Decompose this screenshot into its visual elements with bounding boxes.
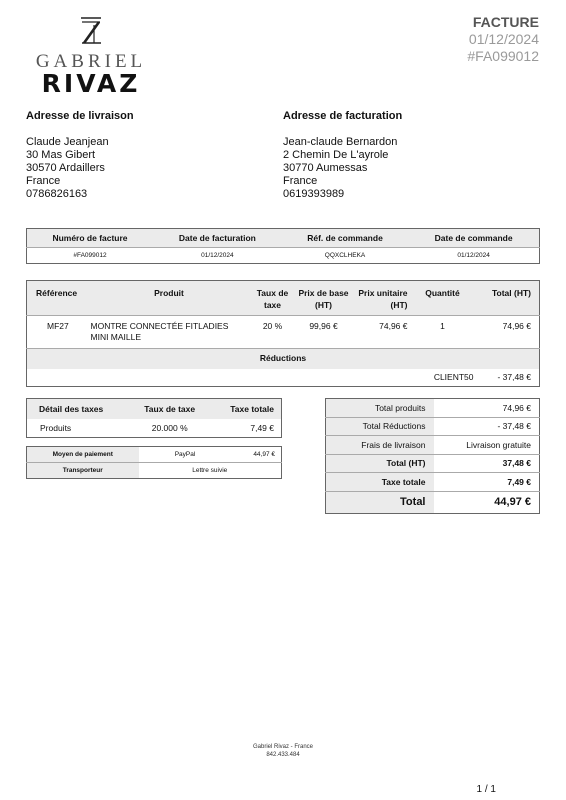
total-value: Livraison gratuite — [434, 436, 540, 455]
table-row — [326, 491, 540, 513]
billing-line: Jean-claude Bernardon — [283, 136, 398, 148]
shipping-line: 30570 Ardaillers — [26, 162, 105, 174]
total-value: 7,49 € — [434, 473, 540, 492]
payment-amount: 44,97 € — [253, 451, 275, 458]
table-row — [27, 248, 540, 264]
product-total: 74,96 € — [474, 316, 540, 349]
total-label: Taxe totale — [326, 473, 434, 492]
col-header-reference: Référence — [27, 281, 87, 316]
info-value: 01/12/2024 — [153, 248, 282, 264]
reduction-code: CLIENT50 — [433, 371, 474, 382]
tax-detail-table — [26, 398, 282, 438]
product-unit-price: 74,96 € — [354, 316, 412, 349]
info-value: #FA099012 — [27, 248, 153, 264]
page-number: 1 / 1 — [476, 784, 496, 795]
product-ref: MF27 — [27, 316, 87, 349]
tax-header-total: Taxe totale — [210, 399, 282, 419]
invoice-date: 01/12/2024 — [468, 31, 539, 47]
table-row — [326, 473, 540, 492]
billing-line: 2 Chemin De L'ayrole — [283, 149, 389, 161]
total-value: - 37,48 € — [434, 417, 540, 436]
product-quantity: 1 — [412, 316, 474, 349]
billing-line: France — [283, 175, 318, 187]
col-header-total: Total (HT) — [474, 281, 540, 316]
totals-table — [325, 398, 540, 514]
company-logo — [26, 16, 156, 96]
invoice-number: #FA099012 — [467, 48, 539, 64]
footer-company: Gabriel Rivaz - France — [252, 744, 314, 750]
products-table — [26, 280, 540, 387]
shipping-line: Claude Jeanjean — [26, 136, 109, 148]
total-label: Total (HT) — [326, 454, 434, 473]
info-header: Numéro de facture — [27, 229, 153, 248]
col-header-product: Produit — [87, 281, 252, 316]
shipping-heading: Adresse de livraison — [26, 110, 134, 122]
reduction-amount: - 37,48 € — [497, 371, 531, 382]
info-value: 01/12/2024 — [408, 248, 539, 264]
info-header: Date de commande — [408, 229, 539, 248]
product-base-price: 99,96 € — [294, 316, 354, 349]
tax-header-rate: Taux de taxe — [130, 399, 210, 419]
table-row — [27, 369, 540, 387]
tax-label: Produits — [40, 422, 72, 433]
table-row — [27, 316, 540, 349]
invoice-header — [467, 14, 539, 65]
table-row — [326, 417, 540, 436]
tax-amount: 7,49 € — [250, 422, 274, 433]
reductions-heading: Réductions — [27, 349, 540, 369]
page-footer — [0, 743, 566, 759]
table-row — [27, 447, 282, 463]
total-label: Total produits — [326, 399, 434, 418]
col-header-quantity: Quantité — [412, 281, 474, 316]
brand-name-line2: RIVAZ — [41, 69, 141, 98]
col-header-base-price: Prix de base (HT) — [294, 281, 354, 316]
payment-table — [26, 446, 282, 479]
shipping-line: France — [26, 175, 61, 187]
billing-line: 30770 Aumessas — [283, 162, 368, 174]
billing-heading: Adresse de facturation — [283, 110, 403, 122]
invoice-title: FACTURE — [472, 14, 539, 30]
payment-method-label: Moyen de paiement — [27, 447, 139, 463]
grand-total-label: Total — [326, 491, 434, 513]
payment-method: PayPal — [174, 451, 196, 458]
tax-rate: 20.000 % — [151, 422, 188, 433]
table-row — [326, 436, 540, 455]
brand-name-line1: GABRIEL — [35, 51, 147, 72]
billing-address — [283, 110, 402, 201]
total-value: 74,96 € — [502, 402, 531, 413]
table-row — [27, 419, 282, 438]
shipping-line: 30 Mas Gibert — [26, 149, 96, 161]
logo-monogram-icon — [79, 16, 103, 46]
total-label: Frais de livraison — [326, 436, 434, 455]
product-name: MONTRE CONNECTÉE FITLADIES MINI MAILLE — [87, 316, 252, 349]
shipping-line: 0786826163 — [26, 188, 88, 200]
table-row — [326, 399, 540, 418]
invoice-info-table — [26, 228, 540, 264]
col-header-tax-rate: Taux de taxe — [252, 281, 294, 316]
info-header: Réf. de commande — [282, 229, 408, 248]
carrier-label: Transporteur — [27, 463, 139, 479]
carrier-value: Lettre suivie — [139, 463, 282, 479]
table-row — [27, 463, 282, 479]
info-header: Date de facturation — [153, 229, 282, 248]
total-value: 37,48 € — [434, 454, 540, 473]
tax-header-detail: Détail des taxes — [27, 399, 130, 419]
total-label: Total Réductions — [326, 417, 434, 436]
footer-registration: 842.433.484 — [266, 752, 300, 758]
col-header-unit-price: Prix unitaire (HT) — [354, 281, 412, 316]
table-row — [326, 454, 540, 473]
grand-total-value: 44,97 € — [434, 491, 540, 513]
product-tax-rate: 20 % — [252, 316, 294, 349]
shipping-address — [26, 110, 134, 201]
billing-line: 0619393989 — [283, 188, 345, 200]
info-value: QQXCLHEKA — [282, 248, 408, 264]
